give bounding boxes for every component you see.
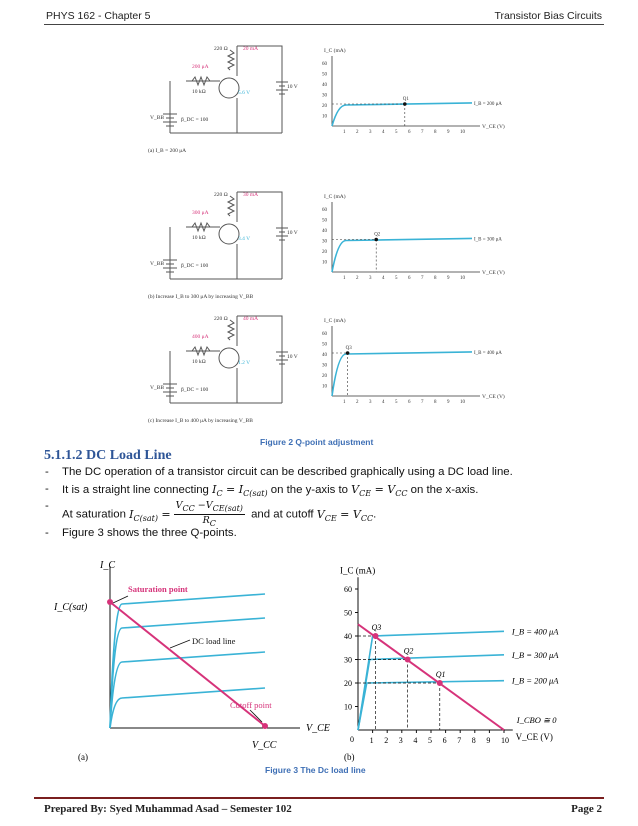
fig2-vbb-label: V_BB: [150, 115, 165, 121]
fig2-y-tick: 60: [322, 62, 327, 67]
section-title: 5.1.1.2 DC Load Line: [44, 448, 172, 463]
fig2-x-tick: 2: [356, 400, 359, 405]
fig2-x-tick: 7: [421, 400, 424, 405]
bullet-4: - Figure 3 shows the three Q-points.: [62, 527, 237, 539]
fig3a-icsat-label: I_C(sat): [54, 602, 88, 613]
fig3b-x-tick: 3: [398, 736, 403, 745]
fig2-ic-label: 20 mA: [243, 46, 259, 52]
fig2-y-tick: 20: [322, 250, 327, 255]
fig2-ib-label: 400 μA: [192, 334, 209, 340]
fig2-ib-label: 200 μA: [192, 64, 209, 70]
fig3b-curve-label: I_B = 200 μA: [511, 675, 559, 686]
fig3b-zero: 0: [350, 735, 354, 744]
fig2-x-tick: 10: [460, 276, 465, 281]
fig2-q-point: [346, 351, 350, 355]
fig2-ib-curve: [332, 352, 472, 396]
fig2-collector-resistor: [228, 50, 234, 70]
fig2-x-tick: 3: [369, 400, 372, 405]
fig2-vce-axis-label: V_CE (V): [482, 124, 505, 130]
fig2-beta-label: β_DC = 100: [181, 117, 209, 123]
fig2-ic-axis-label: I_C (mA): [324, 194, 346, 200]
fig2-rc-label: 220 Ω: [214, 46, 228, 52]
fig2-transistor-symbol: [219, 224, 239, 244]
fig2-x-tick: 10: [460, 130, 465, 135]
fig3a-ib-curve: [110, 618, 265, 728]
fig3b-curve-label: I_B = 400 μA: [511, 626, 559, 637]
fig3b-ib-curve: [358, 681, 504, 730]
fig2-q-label: Q1: [402, 97, 409, 102]
fig2-vce-axis-label: V_CE (V): [482, 270, 505, 276]
fig2-q-point: [403, 102, 407, 106]
fig3b-q-point: [405, 657, 411, 663]
fig3a-saturation-point: [107, 599, 113, 605]
fig2-subcaption: (c) Increase I_B to 400 μA by increasing V_BB: [148, 418, 253, 424]
fig3a-cutoff-label: Cutoff point: [230, 700, 272, 710]
fig3b-x-tick: 5: [428, 736, 432, 745]
fig2-ib-curve-label: I_B = 400 μA: [474, 350, 502, 356]
fig3b-q-label: Q2: [403, 646, 414, 656]
fig2-vcc-label: 10 V: [287, 230, 298, 236]
fig2-y-tick: 50: [322, 342, 327, 348]
fig2-rb-label: 10 kΩ: [192, 89, 206, 95]
fig2-transistor-symbol: [219, 348, 239, 368]
fig3b-load-line: [358, 624, 504, 730]
fig3b-q-label: Q3: [371, 623, 382, 632]
fig2-ib-label: 300 μA: [192, 210, 209, 216]
fig3b-vce-axis-label: V_CE (V): [515, 732, 553, 742]
fig3-panel-b: [340, 566, 559, 762]
fig2-y-tick: 40: [322, 229, 327, 234]
figure-3-caption: Figure 3 The Dc load line: [265, 765, 366, 775]
fig2-y-tick: 60: [322, 332, 327, 337]
fig2-x-tick: 9: [447, 130, 450, 135]
fig3b-ic-axis-label: I_C (mA): [340, 565, 376, 576]
fig3a-vce-label: V_CE: [306, 723, 330, 734]
fig3b-ib-curve: [358, 655, 504, 730]
fig2-vce-label: 3.4 V: [238, 236, 251, 242]
fig2-x-tick: 2: [356, 276, 359, 281]
fig3-panel-a: [53, 560, 330, 762]
fig3b-x-tick: 10: [501, 736, 509, 745]
fig2-x-tick: 7: [421, 130, 424, 135]
fig2-x-tick: 7: [421, 276, 424, 281]
fig2-panel-2: [148, 192, 505, 300]
fig3b-x-tick: 6: [442, 736, 447, 745]
fig3b-y-tick: 20: [344, 679, 352, 688]
fig3b-y-tick: 60: [344, 585, 352, 594]
fig2-ic-axis-label: I_C (mA): [324, 48, 346, 54]
fig2-x-tick: 6: [408, 130, 411, 135]
fig3b-x-tick: 4: [413, 736, 418, 745]
fig3a-dcload-label: DC load line: [192, 636, 236, 646]
fig2-x-tick: 1: [343, 276, 346, 281]
fig2-vbb-label: V_BB: [150, 385, 165, 391]
fig2-ic-axis-label: I_C (mA): [324, 318, 346, 324]
fig2-q-label: Q2: [374, 232, 381, 238]
figure-3: [0, 548, 638, 778]
fig3b-icbo-label: I_CBO ≅ 0: [516, 714, 557, 725]
fig2-panel-1: [148, 46, 505, 154]
fig3a-dcload-arrow: [170, 640, 190, 648]
header-right: Transistor Bias Circuits: [494, 10, 602, 22]
fig2-vce-label: 5.6 V: [238, 90, 251, 96]
bullet-2: - It is a straight line connecting $I_C = I_{C(sat)}$ on the y-axis to $V_{CE} = V_{CC}$ on the x-axis.: [62, 483, 478, 498]
fig2-x-tick: 6: [408, 276, 411, 281]
fig2-y-tick: 30: [322, 93, 327, 99]
fig2-beta-label: β_DC = 100: [181, 387, 209, 393]
fig2-panel-3: [148, 316, 505, 424]
fig2-vcc-label: 10 V: [287, 84, 298, 90]
fig3b-y-tick: 40: [344, 632, 352, 641]
fig3b-x-tick: 7: [457, 736, 462, 745]
fig2-rb-label: 10 kΩ: [192, 359, 206, 365]
fig2-x-tick: 3: [369, 130, 372, 135]
fig2-ib-curve: [332, 103, 472, 126]
fig2-x-tick: 9: [447, 276, 450, 281]
fig3b-x-tick: 1: [369, 736, 374, 745]
fig2-x-tick: 3: [369, 276, 372, 281]
fig2-x-tick: 8: [434, 130, 437, 135]
fig2-y-tick: 20: [322, 104, 327, 109]
fig2-vcc-label: 10 V: [287, 354, 298, 360]
bullet-1: - The DC operation of a transistor circuit can be described graphically using a DC load line.: [62, 466, 513, 478]
fig2-ic-label: 40 mA: [243, 316, 259, 322]
fig2-y-tick: 40: [322, 83, 327, 88]
fig2-x-tick: 5: [395, 130, 398, 135]
fig2-rb-label: 10 kΩ: [192, 235, 206, 241]
fig2-subcaption: (b) Increase I_B to 300 μA by increasing V_BB: [148, 294, 254, 300]
fig3a-vcc-label: V_CC: [252, 740, 277, 751]
fig2-ib-curve-label: I_B = 200 μA: [474, 101, 502, 107]
fig3b-x-tick: 2: [384, 736, 389, 745]
fig2-x-tick: 8: [434, 276, 437, 281]
fig2-x-tick: 5: [395, 400, 398, 405]
footer-left: Prepared By: Syed Muhammad Asad – Semester 102: [44, 803, 292, 815]
fig2-collector-resistor: [228, 320, 234, 340]
fig3b-subcaption: (b): [344, 752, 355, 762]
fig2-x-tick: 10: [460, 400, 465, 405]
fig2-rc-label: 220 Ω: [214, 316, 228, 322]
fig2-x-tick: 2: [356, 130, 359, 135]
fig2-x-tick: 6: [408, 400, 411, 405]
bullet-3: - At saturation $I_{C(sat)}$ = $\frac{V_{CC} -V_{CE(sat)}}{R_C}$ and at cutoff $V_{CE} = V_{CC}$.: [62, 500, 376, 529]
fig2-x-tick: 8: [434, 400, 437, 405]
fig3b-q-label: Q1: [435, 670, 446, 679]
fig3b-q-point: [373, 633, 379, 639]
fig2-y-tick: 10: [322, 384, 327, 390]
fig3b-y-tick: 10: [344, 702, 352, 712]
fig2-y-tick: 30: [322, 363, 327, 369]
fig3a-cutoff-point: [262, 723, 268, 729]
figure-2-caption: Figure 2 Q-point adjustment: [260, 437, 374, 447]
fig2-y-tick: 40: [322, 353, 327, 358]
fig2-vbb-label: V_BB: [150, 261, 165, 267]
header-left: PHYS 162 - Chapter 5: [46, 10, 151, 22]
fig2-x-tick: 4: [382, 400, 385, 405]
fig2-ib-curve: [332, 238, 472, 272]
fig2-y-tick: 10: [322, 114, 327, 120]
fig2-beta-label: β_DC = 100: [181, 263, 209, 269]
fig3a-subcaption: (a): [78, 752, 88, 762]
fig2-vce-label: 1.2 V: [238, 360, 251, 366]
fig2-x-tick: 4: [382, 130, 385, 135]
fig2-y-tick: 60: [322, 208, 327, 213]
fig2-collector-resistor: [228, 196, 234, 216]
fig2-subcaption: (a) I_B = 200 μA: [148, 148, 187, 154]
fig2-y-tick: 10: [322, 260, 327, 266]
fig2-y-tick: 30: [322, 239, 327, 245]
fig3a-ic-label: I_C: [100, 560, 115, 571]
fig2-ib-curve-label: I_B = 300 μA: [474, 237, 502, 243]
fig2-y-tick: 50: [322, 218, 327, 224]
fig2-q-label: Q3: [345, 346, 352, 351]
fig2-q-point: [374, 238, 378, 242]
footer-rule: [34, 797, 604, 799]
footer-right: Page 2: [571, 803, 602, 815]
fig2-x-tick: 1: [343, 130, 346, 135]
fig2-x-tick: 5: [395, 276, 398, 281]
fig3b-x-tick: 9: [486, 736, 491, 745]
fig2-x-tick: 1: [343, 400, 346, 405]
fig2-y-tick: 50: [322, 72, 327, 78]
fig3a-saturation-label: Saturation point: [128, 584, 188, 594]
fig2-y-tick: 20: [322, 374, 327, 379]
fig2-vce-axis-label: V_CE (V): [482, 394, 505, 400]
fig3b-q-point: [437, 680, 443, 686]
fig3a-load-line: [110, 602, 265, 726]
fig2-x-tick: 4: [382, 276, 385, 281]
fig3a-saturation-arrow: [113, 596, 128, 603]
fig3b-y-tick: 30: [344, 655, 352, 665]
fig2-rc-label: 220 Ω: [214, 192, 228, 198]
fig3b-x-tick: 8: [471, 736, 476, 745]
fig3b-y-tick: 50: [344, 608, 352, 618]
fig2-x-tick: 9: [447, 400, 450, 405]
fig3b-curve-label: I_B = 300 μA: [511, 649, 559, 660]
fig2-transistor-symbol: [219, 78, 239, 98]
fig2-ic-label: 30 mA: [243, 192, 259, 198]
